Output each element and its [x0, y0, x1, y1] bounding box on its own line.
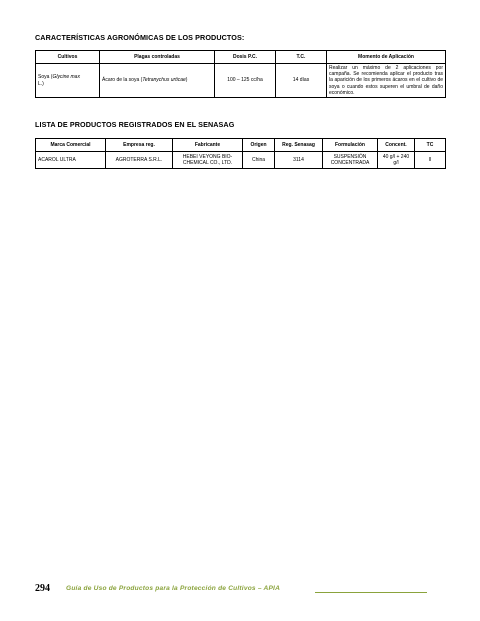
cell-tc: 14 días — [276, 64, 327, 98]
header-empresa: Empresa reg. — [106, 139, 173, 152]
header-fabricante: Fabricante — [173, 139, 243, 152]
cultivo-latin-name: Glycine max — [52, 74, 80, 81]
cultivo-prefix: Soya ( — [38, 74, 53, 81]
cell-concentracion: 40 g/l + 240 g/l — [378, 152, 415, 169]
agronomic-characteristics-table — [35, 50, 446, 98]
table-header-row — [36, 139, 446, 152]
table-row — [36, 64, 446, 98]
cell-formulacion: SUSPENSIÓN CONCENTRADA — [323, 152, 378, 169]
header-plagas: Plagas controladas — [100, 51, 215, 64]
plaga-suffix: ) — [185, 77, 188, 84]
header-registro: Reg. Senasag — [275, 139, 323, 152]
cell-dosis: 100 – 125 cc/ha — [215, 64, 276, 98]
cell-plaga — [100, 64, 215, 98]
header-cultivos: Cultivos — [36, 51, 100, 64]
plaga-prefix: Ácaro de la soya ( — [102, 77, 143, 84]
registered-products-table — [35, 138, 446, 169]
header-marca: Marca Comercial — [36, 139, 106, 152]
cell-tc: II — [415, 152, 446, 169]
footer-title: Guía de Uso de Productos para la Protección de Cultivos – APIA — [66, 585, 281, 592]
cell-cultivo — [36, 64, 100, 98]
cell-momento: Realizar un máximo de 2 aplicaciones por campaña. Se recomienda aplicar el producto tras la aparición de los primeros ácaros en el cultivo de soya o cuando estos superen el umbral de daño económico. — [327, 64, 446, 98]
page-number: 294 — [35, 583, 50, 594]
cell-empresa: AGROTERRA S.R.L. — [106, 152, 173, 169]
header-tc: TC — [415, 139, 446, 152]
header-tc: T.C. — [276, 51, 327, 64]
cell-fabricante: HEBEI VEYONG BIO-CHEMICAL CO., LTD. — [173, 152, 243, 169]
table-header-row — [36, 51, 446, 64]
header-dosis: Dosis P.C. — [215, 51, 276, 64]
page-footer — [35, 583, 427, 597]
header-formulacion: Formulación — [323, 139, 378, 152]
cell-origen: China — [243, 152, 275, 169]
header-concentracion: Concent. — [378, 139, 415, 152]
cultivo-suffix: L.) — [38, 80, 44, 87]
table-row — [36, 152, 446, 169]
cell-registro: 3114 — [275, 152, 323, 169]
section-title-caracteristicas: CARACTERÍSTICAS AGRONÓMICAS DE LOS PRODUCTOS: — [35, 33, 245, 42]
section-title-lista-productos: LISTA DE PRODUCTOS REGISTRADOS EN EL SENASAG — [35, 120, 235, 129]
header-origen: Origen — [243, 139, 275, 152]
plaga-latin-name: Tetranychus urticae — [142, 77, 186, 84]
header-momento: Momento de Aplicación — [327, 51, 446, 64]
footer-divider — [315, 592, 427, 593]
cell-marca: ACAROL ULTRA — [36, 152, 106, 169]
